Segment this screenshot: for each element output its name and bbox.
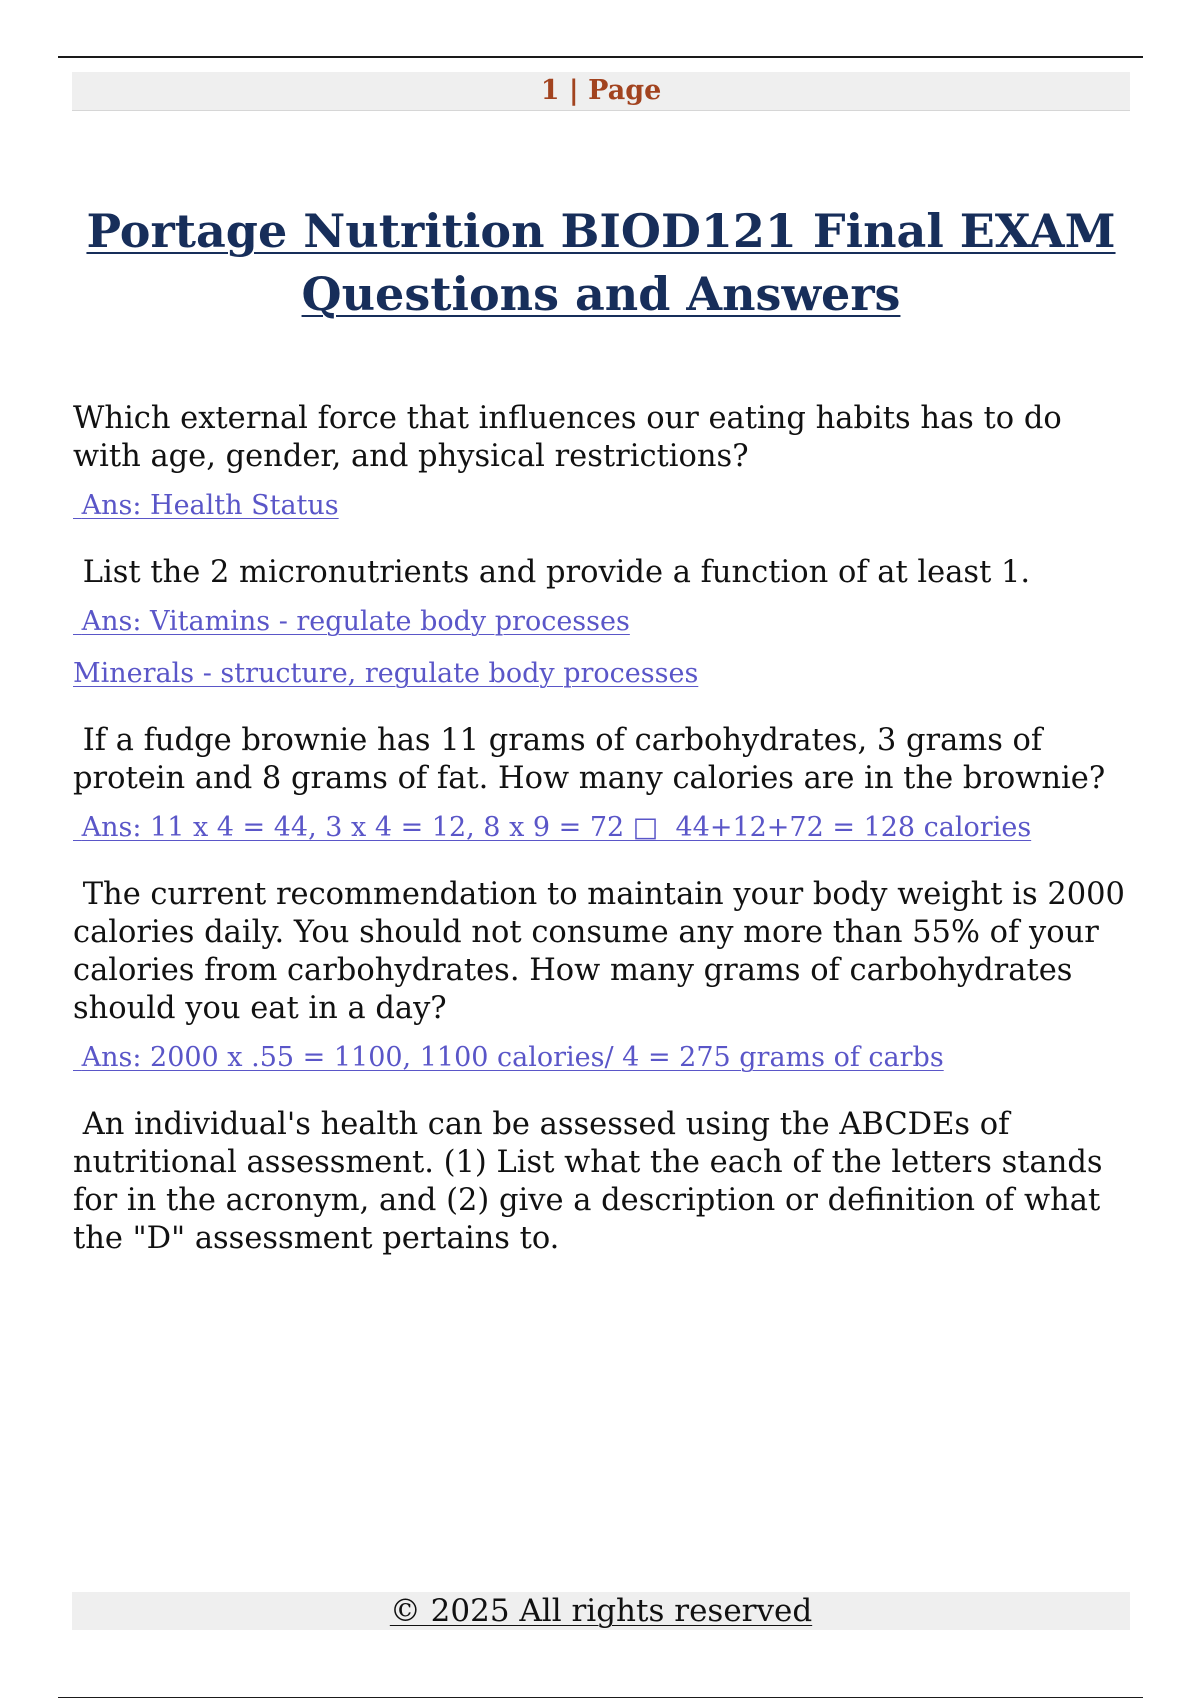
qa-content: [73, 400, 1135, 1258]
page-number-label: 1 | Page: [540, 75, 662, 106]
question-5: An individual's health can be assessed using the ABCDEs of nutritional assessment. (1) List what the each of the letters stands for in the acronym, and (2) give a description or definition of what the "D" assessment pertains to.: [73, 1107, 1113, 1256]
page-footer: [72, 1592, 1130, 1630]
top-rule: [58, 56, 1143, 58]
answer-3-link[interactable]: Ans: 11 x 4 = 44, 3 x 4 = 12, 8 x 9 = 72 □ 44+12+72 = 128 calories: [73, 812, 1032, 843]
answer-1-link[interactable]: Ans: Health Status: [73, 490, 339, 521]
bottom-rule: [58, 1697, 1143, 1698]
answer-2b-link[interactable]: Minerals - structure, regulate body processes: [73, 658, 699, 689]
page-header: [72, 72, 1130, 111]
question-4: The current recommendation to maintain your body weight is 2000 calories daily. You should not consume any more than 55% of your calories from carbohydrates. How many grams of carbohydrates should you eat in a day?: [73, 877, 1135, 1026]
answer-4-link[interactable]: Ans: 2000 x .55 = 1100, 1100 calories/ 4 = 275 grams of carbs: [73, 1042, 944, 1073]
document-title: Portage Nutrition BIOD121 Final EXAM Questions and Answers: [86, 204, 1116, 321]
question-1: Which external force that influences our eating habits has to do with age, gender, and physical restrictions?: [73, 401, 1072, 474]
copyright-notice: © 2025 All rights reserved: [389, 1593, 813, 1629]
question-2: List the 2 micronutrients and provide a function of at least 1.: [73, 555, 1031, 590]
question-3: If a fudge brownie has 11 grams of carbohydrates, 3 grams of protein and 8 grams of fat. How many calories are in the brownie?: [73, 723, 1106, 796]
answer-2-link[interactable]: Ans: Vitamins - regulate body processes: [73, 606, 630, 637]
